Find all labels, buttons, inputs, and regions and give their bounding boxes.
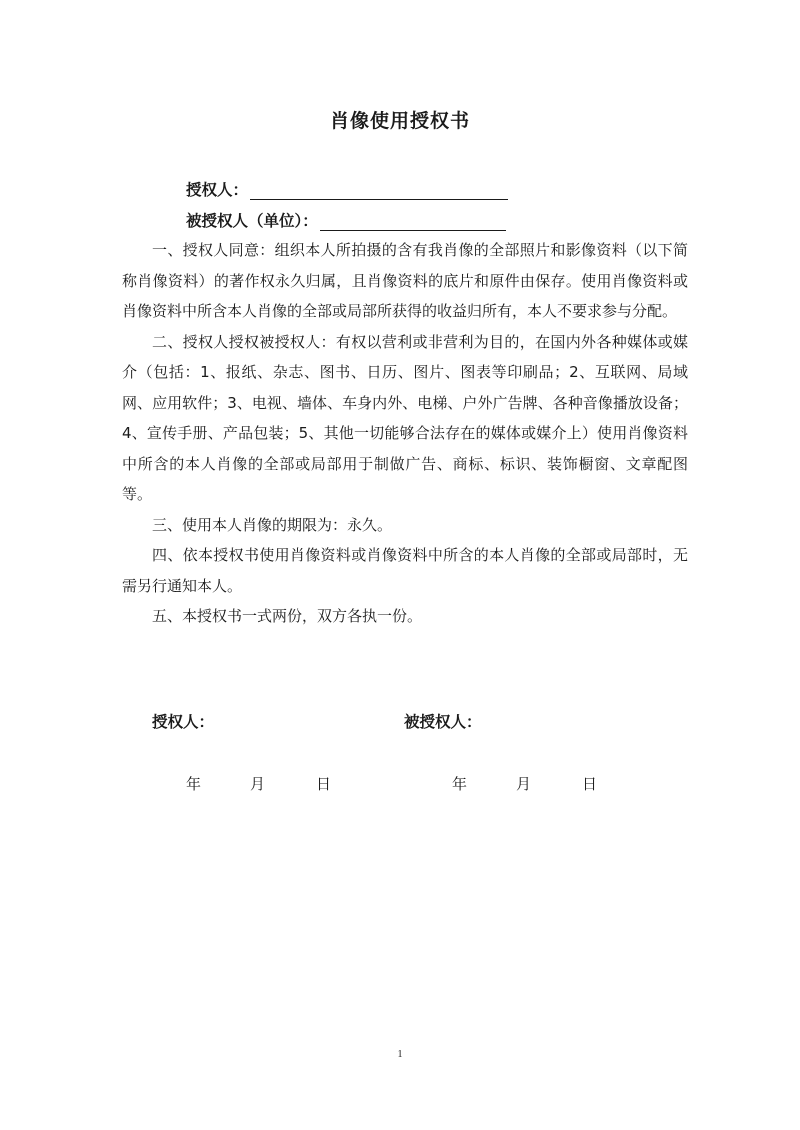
grantor-field-label: 授权人： [186,181,249,199]
grantor-signature-label: 授权人： [152,713,215,731]
page-number: 1 [397,1049,403,1060]
grantor-date-day: 日 [316,775,332,793]
grantor-field [186,178,508,200]
term-paragraph-3: 三、使用本人肖像的期限为：永久。 [152,515,393,534]
grantor-date-year: 年 [186,775,202,793]
grantee-field [186,209,506,231]
terms-body [122,235,688,632]
term-paragraph-2: 二、授权人授权被授权人：有权以营利或非营利为目的，在国内外各种媒体或媒介（包括：1、报纸、杂志、图书、日历、图片、图表等印刷品；2、互联网、局域网、应用软件；3、电视、墙体、车身内外、电梯、户外广告牌、各种音像播放设备；4、宣传手册、产品包装；5、其他一切能够合法存在的媒体或媒介上）使用肖像资料中所含的本人肖像的全部或局部用于制做广告、商标、标识、装饰橱窗、文章配图等。 [122,332,688,503]
grantee-date-year: 年 [452,775,468,793]
grantor-date-month: 月 [250,775,266,793]
document-title: 肖像使用授权书 [329,110,470,132]
grantor-blank-line [250,181,508,200]
term-paragraph-5: 五、本授权书一式两份，双方各执一份。 [152,607,423,625]
grantee-field-label: 被授权人（单位）： [186,212,318,230]
grantee-date-day: 日 [582,775,598,793]
term-paragraph-1: 一、授权人同意：组织本人所拍摄的含有我肖像的全部照片和影像资料（以下简称肖像资料）的著作权永久归属，且肖像资料的底片和原件由保存。使用肖像资料或肖像资料中所含本人肖像的全部或局部所获得的收益归所有，本人不要求参与分配。 [122,241,688,320]
grantee-signature-label: 被授权人： [404,713,482,731]
term-paragraph-4: 四、依本授权书使用肖像资料或肖像资料中所含的本人肖像的全部或局部时，无需另行通知本人。 [122,546,688,595]
grantee-date-month: 月 [516,775,532,793]
grantee-blank-line [320,212,506,231]
